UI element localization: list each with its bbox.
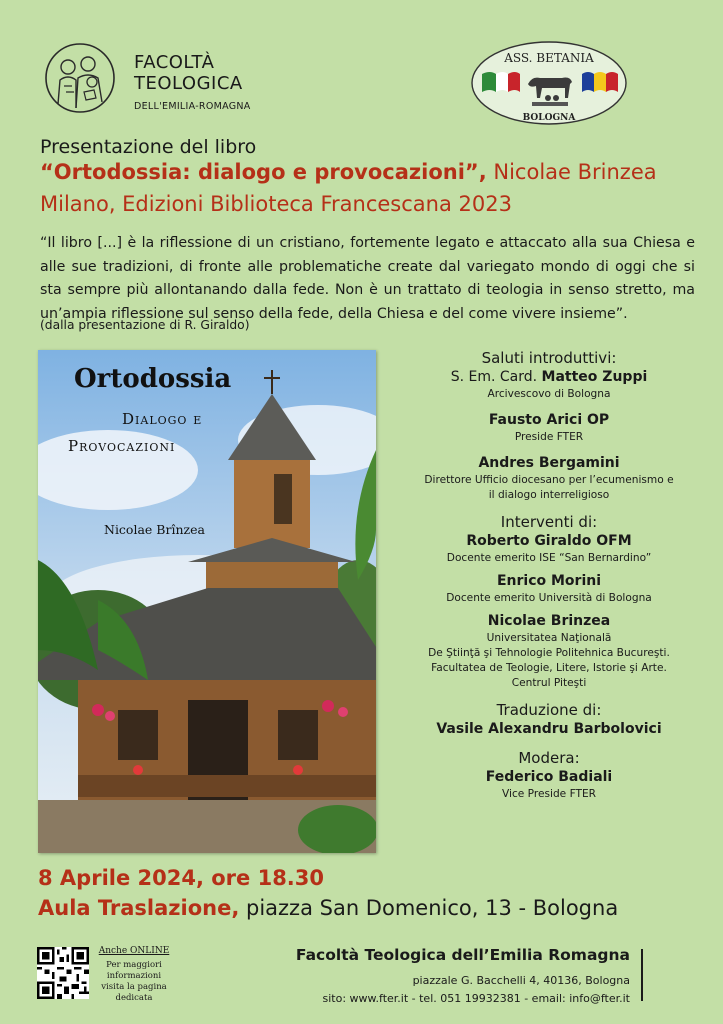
footer-org-name: Facoltà Teologica dell’Emilia Romagna bbox=[295, 946, 630, 964]
cover-subtitle-line1: Dialogo e bbox=[122, 410, 203, 428]
betania-bottom-text: BOLOGNA bbox=[522, 113, 576, 123]
betania-logo-icon bbox=[470, 40, 628, 126]
traduzione-heading: Traduzione di: bbox=[496, 701, 602, 719]
qr-code-icon[interactable] bbox=[37, 947, 89, 999]
fter-name bbox=[134, 52, 251, 117]
zuppi-role: Arcivescovo di Bologna bbox=[487, 388, 611, 400]
brinzea-role-1: Universitatea Naţională bbox=[486, 632, 612, 644]
morini-role: Docente emerito Università di Bologna bbox=[446, 592, 652, 604]
fter-logo-icon bbox=[44, 42, 116, 114]
event-date: 8 Aprile 2024, ore 18.30 bbox=[38, 866, 325, 890]
fter-name-line2: TEOLOGICA bbox=[134, 73, 243, 94]
bergamini-role-1: Direttore Ufficio diocesano per l’ecumenismo e bbox=[424, 474, 674, 486]
zuppi-prefix: S. Em. Card. bbox=[450, 369, 542, 385]
brinzea-name: Nicolae Brinzea bbox=[487, 613, 611, 629]
cover-title: Ortodossia bbox=[74, 364, 232, 394]
giraldo-role: Docente emerito ISE “San Bernardino” bbox=[446, 552, 652, 564]
interventi-heading: Interventi di: bbox=[500, 513, 598, 531]
brinzea-role-2: De Ştiinţă şi Tehnologie Politehnica Bucureşti. bbox=[428, 647, 670, 659]
badiali-name: Federico Badiali bbox=[485, 769, 613, 785]
brinzea-role-3: Facultatea de Teologie, Litere, Istorie şi Arte. bbox=[431, 662, 667, 674]
book-publisher: Milano, Edizioni Biblioteca Francescana 2023 bbox=[40, 192, 512, 216]
giraldo-name: Roberto Giraldo OFM bbox=[466, 533, 632, 549]
speaker-zuppi bbox=[384, 368, 714, 387]
cover-subtitle-line2: Provocazioni bbox=[68, 437, 176, 455]
online-note bbox=[98, 946, 170, 1004]
presentazione-heading: Presentazione del libro bbox=[40, 136, 257, 158]
footer-contacts bbox=[270, 944, 630, 1007]
cover-author: Nicolae Brînzea bbox=[104, 522, 205, 537]
event-venue: Aula Traslazione, bbox=[38, 896, 240, 920]
event-place bbox=[38, 896, 618, 920]
online-label: Anche ONLINE bbox=[98, 946, 170, 956]
footer-org-address: piazzale G. Bacchelli 4, 40136, Bologna bbox=[412, 974, 630, 987]
zuppi-name: Matteo Zuppi bbox=[541, 369, 648, 385]
bergamini-name: Andres Bergamini bbox=[478, 455, 620, 471]
betania-top-text: ASS. BETANIA bbox=[504, 51, 594, 65]
fter-name-line3: DELL'EMILIA-ROMAGNA bbox=[134, 101, 251, 112]
arici-name: Fausto Arici OP bbox=[488, 412, 610, 428]
brinzea-role-4: Centrul Piteşti bbox=[511, 677, 587, 689]
modera-heading: Modera: bbox=[518, 749, 580, 767]
quote-source: (dalla presentazione di R. Giraldo) bbox=[40, 318, 250, 332]
book-cover-image bbox=[38, 350, 376, 853]
speakers-list bbox=[384, 348, 714, 802]
cover-illustration bbox=[38, 350, 376, 853]
book-title-line bbox=[40, 160, 657, 184]
morini-name: Enrico Morini bbox=[496, 573, 602, 589]
barbolovici-name: Vasile Alexandru Barbolovici bbox=[436, 721, 662, 737]
bergamini-role-2: il dialogo interreligioso bbox=[488, 489, 610, 501]
fter-name-line1: FACOLTÀ bbox=[134, 52, 215, 73]
online-text: Per maggiori informazioni visita la pagina dedicata bbox=[101, 960, 167, 1003]
book-author: Nicolae Brinzea bbox=[486, 160, 657, 184]
footer-org-contacts: sito: www.fter.it - tel. 051 19932381 - email: info@fter.it bbox=[322, 992, 630, 1005]
book-quote: “Il libro [...] è la riflessione di un cristiano, fortemente legato e attaccato alla sua Chiesa e alle sue tradizioni, di fronte alle problematiche create dal variegato mondo di oggi che si sta sempre più allontanando dalla fede. Non è un trattato di teologia in senso stretto, ma un’ampia riflessione sul senso della fede, della Chiesa e del come vivere insieme”. bbox=[40, 235, 695, 322]
footer-divider bbox=[641, 949, 643, 1001]
cover-subtitle bbox=[68, 406, 203, 460]
book-title: “Ortodossia: dialogo e provocazioni”, bbox=[40, 160, 487, 184]
event-address: piazza San Domenico, 13 - Bologna bbox=[239, 896, 619, 920]
badiali-role: Vice Preside FTER bbox=[501, 788, 596, 800]
saluti-heading: Saluti introduttivi: bbox=[481, 349, 617, 367]
arici-role: Preside FTER bbox=[514, 431, 584, 443]
